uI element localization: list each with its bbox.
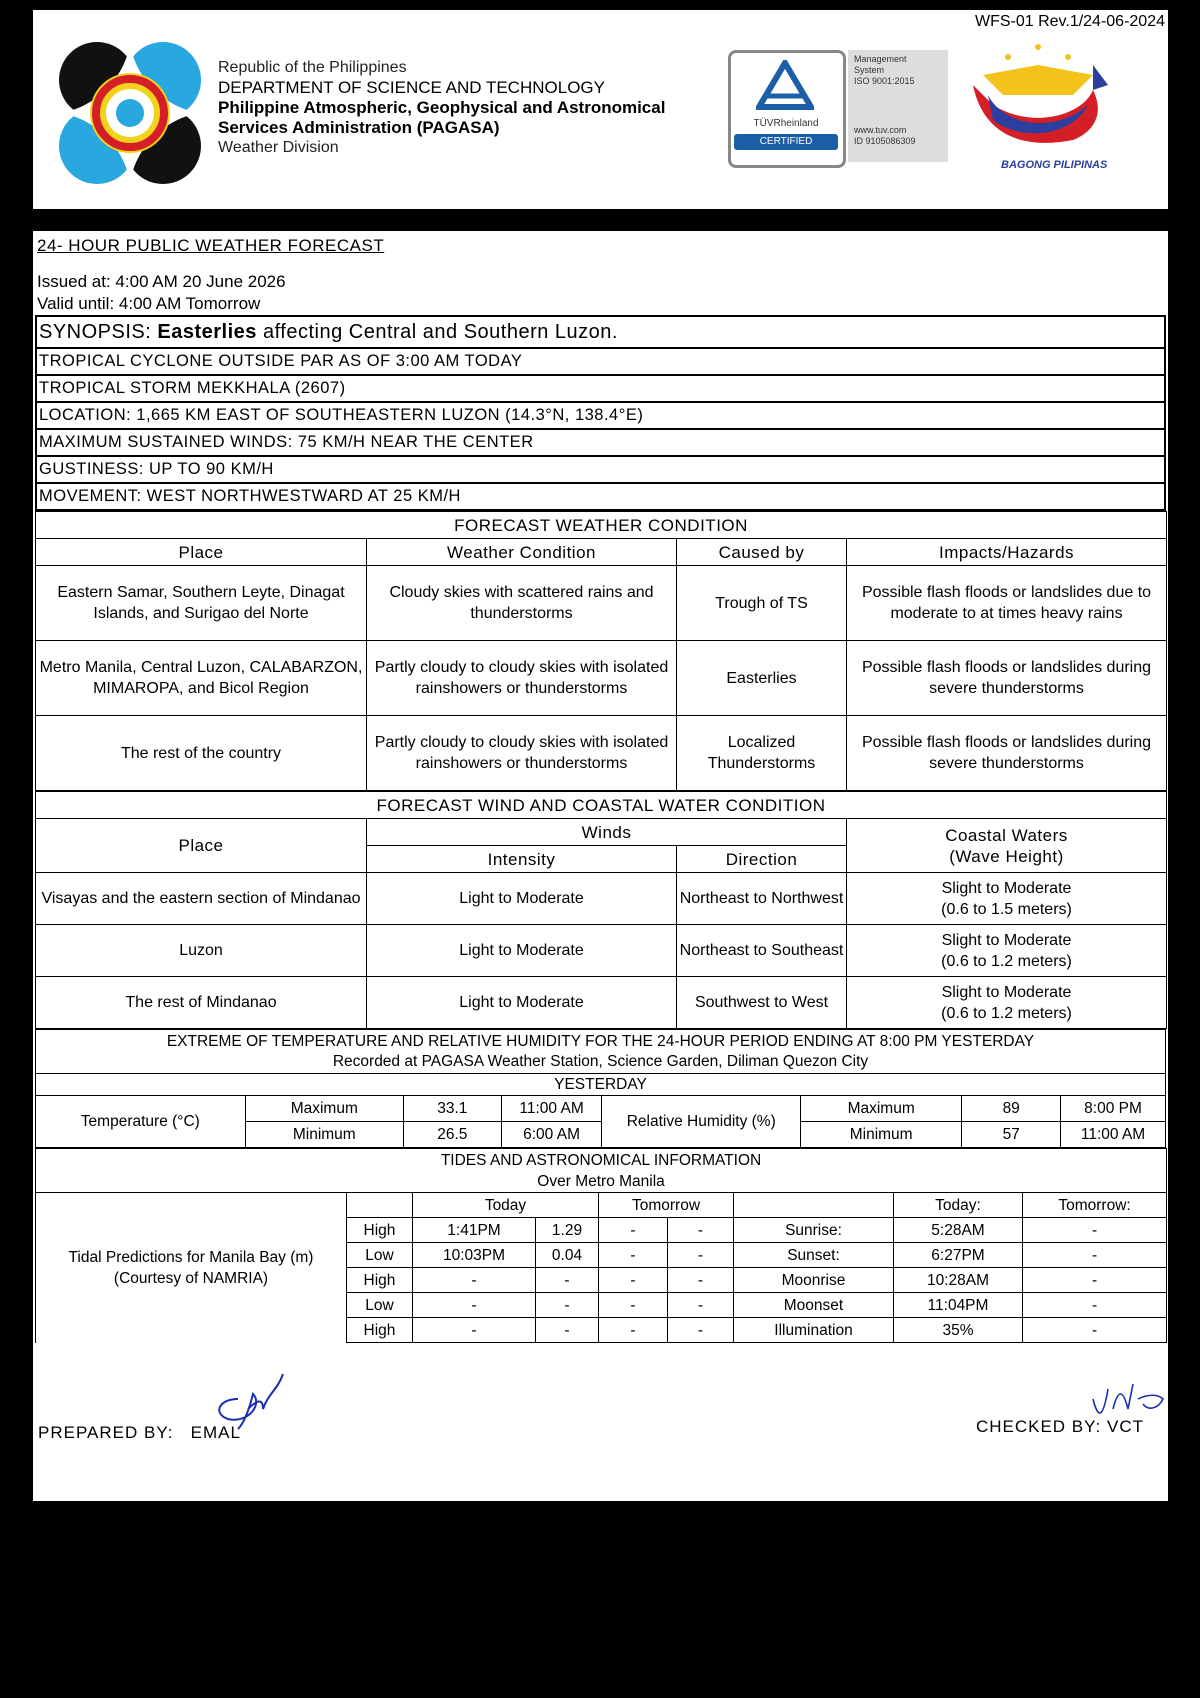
astro-label: Sunset: xyxy=(734,1243,894,1268)
impact-cell: Possible flash floods or landslides due to moderate to at times heavy rains xyxy=(847,566,1167,641)
astro-today: 6:27PM xyxy=(894,1243,1023,1268)
tide-time: - xyxy=(599,1268,668,1293)
cyclone-line: LOCATION: 1,665 KM EAST OF SOUTHEASTERN LUZON (14.3°N, 138.4°E) xyxy=(36,402,1165,429)
rh-min-time: 11:00 AM xyxy=(1061,1122,1166,1148)
astro-label: Illumination xyxy=(734,1318,894,1343)
astro-label: Moonrise xyxy=(734,1268,894,1293)
tide-height: 1.29 xyxy=(536,1218,599,1243)
certified-badge: CERTIFIED xyxy=(734,134,838,150)
rh-max-time: 8:00 PM xyxy=(1061,1096,1166,1122)
tide-time: - xyxy=(413,1293,536,1318)
intensity-cell: Light to Moderate xyxy=(367,873,677,925)
forecast-document xyxy=(33,231,1168,1501)
place-cell: Eastern Samar, Southern Leyte, Dinagat Islands, and Surigao del Norte xyxy=(36,566,367,641)
wind-section-title: FORECAST WIND AND COASTAL WATER CONDITION xyxy=(36,792,1167,819)
direction-cell: Northeast to Northwest xyxy=(677,873,847,925)
column-header: Today xyxy=(413,1193,599,1218)
synopsis-text: affecting Central and Southern Luzon. xyxy=(256,320,618,343)
table-row xyxy=(36,977,1167,1029)
signature-footer xyxy=(33,1343,1168,1451)
tides-title xyxy=(36,1149,1167,1193)
tide-height: - xyxy=(668,1318,734,1343)
max-label: Maximum xyxy=(801,1096,962,1122)
min-label: Minimum xyxy=(245,1122,403,1148)
wave-label: (Wave Height) xyxy=(949,846,1064,866)
table-row xyxy=(36,1096,1166,1122)
blank-cell xyxy=(347,1193,413,1218)
coastal-cell xyxy=(847,977,1167,1029)
tide-type: Low xyxy=(347,1243,413,1268)
astro-today: 11:04PM xyxy=(894,1293,1023,1318)
tide-height: - xyxy=(536,1293,599,1318)
prepared-label: PREPARED BY: xyxy=(38,1423,174,1442)
tide-time: 1:41PM xyxy=(413,1218,536,1243)
astro-tomorrow: - xyxy=(1023,1268,1167,1293)
cyclone-line: GUSTINESS: UP TO 90 KM/H xyxy=(36,456,1165,483)
column-header: Tomorrow: xyxy=(1023,1193,1167,1218)
column-header: Caused by xyxy=(677,539,847,566)
place-cell: Visayas and the eastern section of Mindanao xyxy=(36,873,367,925)
table-row xyxy=(36,925,1167,977)
table-row xyxy=(36,873,1167,925)
forecast-title: 24- HOUR PUBLIC WEATHER FORECAST xyxy=(37,236,385,255)
signature-icon xyxy=(208,1369,288,1431)
tide-height: - xyxy=(668,1218,734,1243)
intensity-cell: Light to Moderate xyxy=(367,977,677,1029)
synopsis-label: SYNOPSIS: xyxy=(39,320,158,343)
synopsis-system: Easterlies xyxy=(157,320,257,343)
sun-flag-icon xyxy=(963,35,1163,153)
agency-line: DEPARTMENT OF SCIENCE AND TECHNOLOGY xyxy=(218,78,605,97)
cause-cell: Trough of TS xyxy=(677,566,847,641)
coastal-state: Slight to Moderate xyxy=(941,879,1072,897)
bagong-pilipinas-logo xyxy=(963,35,1163,185)
extremes-heading: EXTREME OF TEMPERATURE AND RELATIVE HUMIDITY FOR THE 24-HOUR PERIOD ENDING AT 8:00 PM YESTERDAY xyxy=(166,1032,1035,1050)
cause-cell: Easterlies xyxy=(677,641,847,716)
weather-condition-table xyxy=(35,511,1167,791)
wave-height: (0.6 to 1.2 meters) xyxy=(941,1004,1072,1022)
impact-cell: Possible flash floods or landslides during severe thunderstorms xyxy=(847,641,1167,716)
astro-today: 35% xyxy=(894,1318,1023,1343)
place-cell: The rest of the country xyxy=(36,716,367,791)
place-cell: Luzon xyxy=(36,925,367,977)
tidal-predictions-label: Tidal Predictions for Manila Bay (m) (Courtesy of NAMRIA) xyxy=(36,1193,347,1343)
synopsis xyxy=(36,316,1165,348)
column-header xyxy=(847,819,1167,873)
table-row xyxy=(36,641,1167,716)
temperature-label: Temperature (°C) xyxy=(36,1096,246,1148)
temp-max-time: 11:00 AM xyxy=(501,1096,602,1122)
min-label: Minimum xyxy=(801,1122,962,1148)
tide-height: - xyxy=(668,1243,734,1268)
temp-min-time: 6:00 AM xyxy=(501,1122,602,1148)
cert-details xyxy=(848,50,948,162)
impact-cell: Possible flash floods or landslides during severe thunderstorms xyxy=(847,716,1167,791)
agency-line: Services Administration (PAGASA) xyxy=(218,118,500,137)
prepared-initials: EMAL xyxy=(190,1423,241,1442)
coastal-cell xyxy=(847,873,1167,925)
checked-label: CHECKED BY: xyxy=(975,1417,1102,1436)
column-header: Today: xyxy=(894,1193,1023,1218)
coastal-label: Coastal Waters xyxy=(945,825,1068,845)
column-header: Intensity xyxy=(367,846,677,873)
cert-line: ID 9105086309 xyxy=(854,136,916,146)
tuv-certification-logo xyxy=(728,46,955,166)
pagasa-logo xyxy=(55,38,205,188)
tides-heading: TIDES AND ASTRONOMICAL INFORMATION xyxy=(440,1151,762,1169)
temp-min-value: 26.5 xyxy=(403,1122,501,1148)
synopsis-table xyxy=(35,315,1166,511)
tide-time: - xyxy=(413,1268,536,1293)
astro-tomorrow: - xyxy=(1023,1318,1167,1343)
coastal-state: Slight to Moderate xyxy=(941,983,1072,1001)
tide-type: High xyxy=(347,1318,413,1343)
table-row xyxy=(36,716,1167,791)
cert-line: Management xyxy=(854,54,907,64)
tide-time: 10:03PM xyxy=(413,1243,536,1268)
rh-min-value: 57 xyxy=(962,1122,1061,1148)
rh-max-value: 89 xyxy=(962,1096,1061,1122)
tide-time: - xyxy=(599,1318,668,1343)
coastal-state: Slight to Moderate xyxy=(941,931,1072,949)
wave-height: (0.6 to 1.5 meters) xyxy=(941,900,1072,918)
astro-tomorrow: - xyxy=(1023,1218,1167,1243)
cyclone-line: TROPICAL CYCLONE OUTSIDE PAR AS OF 3:00 AM TODAY xyxy=(36,348,1165,375)
cyclone-line: MOVEMENT: WEST NORTHWESTWARD AT 25 KM/H xyxy=(36,483,1165,510)
tide-time: - xyxy=(599,1293,668,1318)
agency-line: Weather Division xyxy=(218,139,339,156)
intensity-cell: Light to Moderate xyxy=(367,925,677,977)
column-header: Tomorrow xyxy=(599,1193,734,1218)
cyclone-line: MAXIMUM SUSTAINED WINDS: 75 KM/H NEAR THE CENTER xyxy=(36,429,1165,456)
column-header: Impacts/Hazards xyxy=(847,539,1167,566)
place-cell: The rest of Mindanao xyxy=(36,977,367,1029)
coastal-cell xyxy=(847,925,1167,977)
astro-tomorrow: - xyxy=(1023,1243,1167,1268)
max-label: Maximum xyxy=(245,1096,403,1122)
checked-initials: VCT xyxy=(1107,1417,1144,1436)
direction-cell: Southwest to West xyxy=(677,977,847,1029)
agency-line: Republic of the Philippines xyxy=(218,59,407,76)
astro-today: 10:28AM xyxy=(894,1268,1023,1293)
condition-cell: Partly cloudy to cloudy skies with isolated rainshowers or thunderstorms xyxy=(367,641,677,716)
tide-height: - xyxy=(536,1268,599,1293)
tides-subtitle: Over Metro Manila xyxy=(537,1172,665,1190)
cyclone-line: TROPICAL STORM MEKKHALA (2607) xyxy=(36,375,1165,402)
cause-cell: Localized Thunderstorms xyxy=(677,716,847,791)
astro-today: 5:28AM xyxy=(894,1218,1023,1243)
tide-type: High xyxy=(347,1268,413,1293)
tide-time: - xyxy=(599,1218,668,1243)
column-header: Direction xyxy=(677,846,847,873)
column-header: Weather Condition xyxy=(367,539,677,566)
tide-height: - xyxy=(668,1268,734,1293)
temp-max-value: 33.1 xyxy=(403,1096,501,1122)
condition-cell: Cloudy skies with scattered rains and thunderstorms xyxy=(367,566,677,641)
tides-table xyxy=(35,1148,1167,1343)
tide-height: - xyxy=(536,1318,599,1343)
cert-line: www.tuv.com xyxy=(854,125,907,135)
triangle-icon xyxy=(756,60,814,110)
tide-type: Low xyxy=(347,1293,413,1318)
tide-type: High xyxy=(347,1218,413,1243)
column-header: Place xyxy=(36,819,367,873)
astro-tomorrow: - xyxy=(1023,1293,1167,1318)
cert-line: ISO 9001:2015 xyxy=(854,76,915,86)
wind-condition-table xyxy=(35,791,1167,1029)
tide-time: - xyxy=(413,1318,536,1343)
agency-line: Philippine Atmospheric, Geophysical and Astronomical xyxy=(218,98,666,117)
signature-icon xyxy=(1088,1379,1168,1427)
tide-time: - xyxy=(599,1243,668,1268)
table-row xyxy=(36,566,1167,641)
bagong-pilipinas-text: BAGONG PILIPINAS xyxy=(1001,159,1108,171)
astro-label: Moonset xyxy=(734,1293,894,1318)
tide-height: 0.04 xyxy=(536,1243,599,1268)
blank-cell xyxy=(734,1193,894,1218)
wave-height: (0.6 to 1.2 meters) xyxy=(941,952,1072,970)
document-header xyxy=(33,10,1168,209)
column-header: Winds xyxy=(367,819,847,846)
issued-at: Issued at: 4:00 AM 20 June 2026 xyxy=(37,272,286,291)
direction-cell: Northeast to Southeast xyxy=(677,925,847,977)
extremes-title xyxy=(36,1030,1166,1074)
forecast-header xyxy=(33,235,1168,315)
form-code: WFS-01 Rev.1/24-06-2024 xyxy=(974,13,1165,30)
tuv-name: TÜVRheinland xyxy=(753,118,819,129)
astro-label: Sunrise: xyxy=(734,1218,894,1243)
agency-block xyxy=(218,58,665,158)
column-header: Place xyxy=(36,539,367,566)
condition-cell: Partly cloudy to cloudy skies with isolated rainshowers or thunderstorms xyxy=(367,716,677,791)
weather-section-title: FORECAST WEATHER CONDITION xyxy=(36,512,1167,539)
extremes-subtitle: Recorded at PAGASA Weather Station, Science Garden, Diliman Quezon City xyxy=(332,1052,869,1070)
extremes-table xyxy=(35,1029,1166,1148)
yesterday-label: YESTERDAY xyxy=(36,1074,1166,1096)
tide-height: - xyxy=(668,1293,734,1318)
place-cell: Metro Manila, Central Luzon, CALABARZON, MIMAROPA, and Bicol Region xyxy=(36,641,367,716)
cert-line: System xyxy=(854,65,885,75)
humidity-label: Relative Humidity (%) xyxy=(602,1096,801,1148)
valid-until: Valid until: 4:00 AM Tomorrow xyxy=(37,294,261,313)
